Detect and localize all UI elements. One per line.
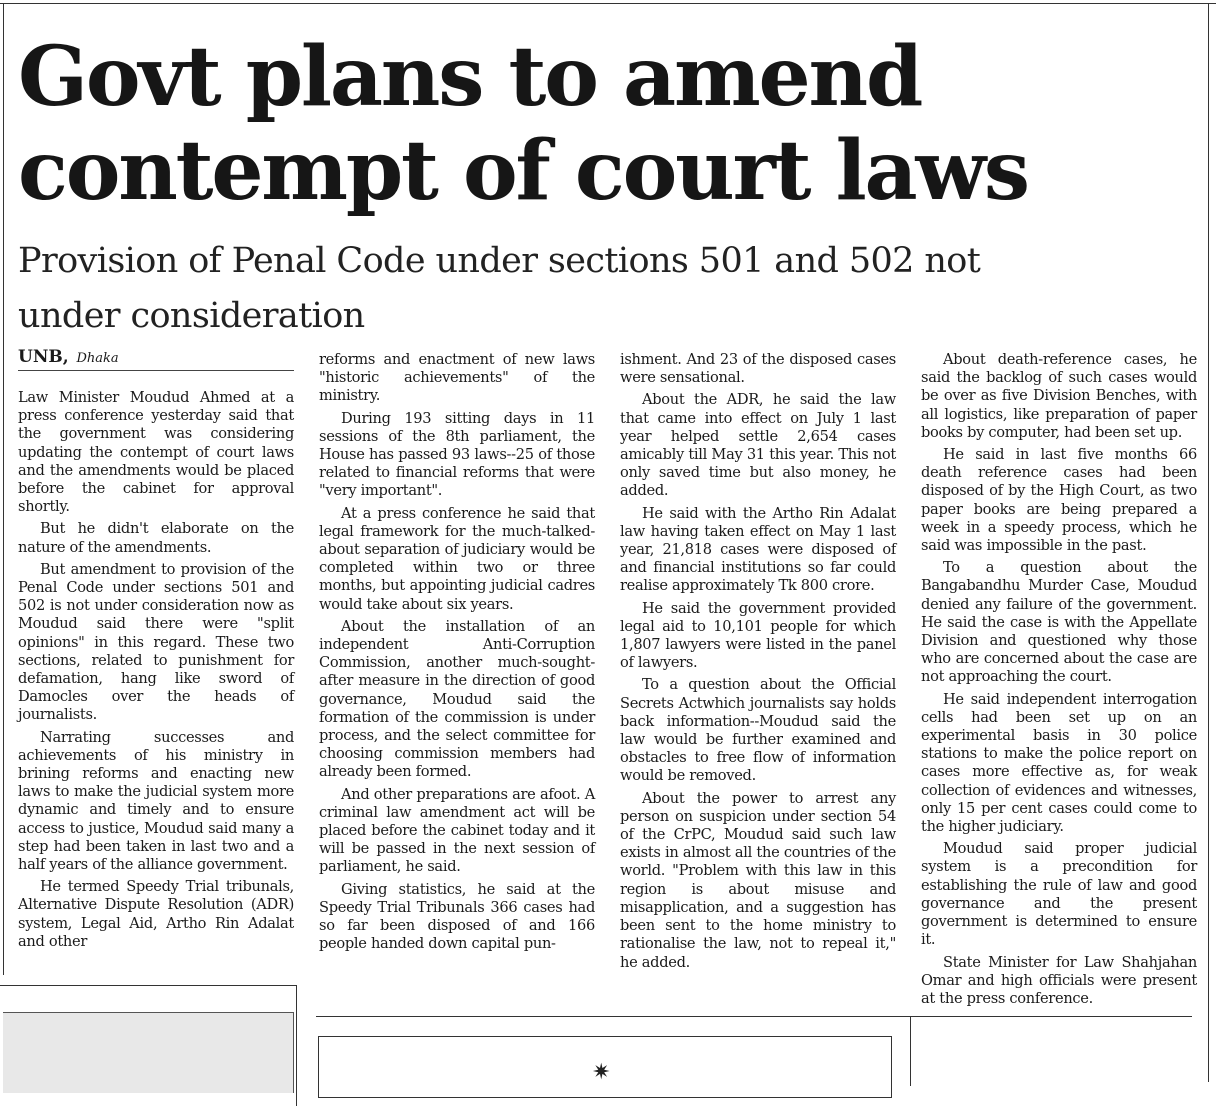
page-frame-top bbox=[0, 3, 1216, 4]
article-column-3 bbox=[620, 351, 896, 976]
paragraph: To a question about the Bangabandhu Murder Case, Moudud denied any failure of the government. He said the case is with the Appellate Division and questioned why those who are concerned about the case are not approaching the court. bbox=[921, 559, 1197, 686]
article-column-1 bbox=[18, 389, 294, 955]
byline-agency: UNB, bbox=[18, 347, 69, 367]
starburst-icon: ✷ bbox=[592, 1060, 611, 1085]
paragraph: He said the government provided legal aid to 10,101 people for which 1,807 lawyers were listed in the panel of lawyers. bbox=[620, 599, 896, 672]
paragraph: State Minister for Law Shahjahan Omar and high officials were present at the press conference. bbox=[921, 953, 1197, 1007]
adjacent-divider bbox=[910, 1016, 911, 1086]
paragraph: reforms and enactment of new laws "historic achievements" of the ministry. bbox=[319, 351, 595, 405]
adjacent-section-rule bbox=[316, 1016, 1192, 1017]
paragraph: About the power to arrest any person on suspicion under section 54 of the CrPC, Moudud said such law exists in almost all the countries of the world. "Problem with this law in this region is about misuse and misapplication, and a suggestion has been sent to the home ministry to rationalise the law, not to repeal it," he added. bbox=[620, 789, 896, 971]
paragraph: ishment. And 23 of the disposed cases were sensational. bbox=[620, 351, 896, 387]
article-column-4 bbox=[921, 351, 1197, 1012]
paragraph: And other preparations are afoot. A criminal law amendment act will be placed before the cabinet today and it will be passed in the next session of parliament, he said. bbox=[319, 785, 595, 876]
paragraph: But he didn't elaborate on the nature of the amendments. bbox=[18, 520, 294, 556]
paragraph: Moudud said proper judicial system is a precondition for establishing the rule of law and good governance and the present government is determined to ensure it. bbox=[921, 840, 1197, 949]
paragraph: He said in last five months 66 death reference cases had been disposed of by the High Court, as two paper books are being prepared a week in a speedy process, which he said was impossible in the past. bbox=[921, 446, 1197, 555]
byline-place: Dhaka bbox=[76, 351, 119, 366]
headline: Govt plans to amend contempt of court laws bbox=[18, 29, 1028, 219]
page-frame-right bbox=[1208, 3, 1209, 1082]
paragraph: Narrating successes and achievements of his ministry in brining reforms and enacting new laws to make the judicial system more dynamic and timely and to ensure access to justice, Moudud said many a step had been taken in last two and a half years of the alliance government. bbox=[18, 728, 294, 874]
article-column-2 bbox=[319, 351, 595, 958]
adjacent-shaded-panel bbox=[3, 1012, 294, 1093]
paragraph: About death-reference cases, he said the backlog of such cases would be over as five Division Benches, with all logistics, like preparation of paper books by computer, had been set up. bbox=[921, 351, 1197, 441]
paragraph: About the installation of an independent Anti-Corruption Commission, another much-sought-after measure in the direction of good governance, Moudud said the formation of the commission is under process, and the select committee for choosing commission members had already been formed. bbox=[319, 617, 595, 781]
paragraph: During 193 sitting days in 11 sessions of the 8th parliament, the House has passed 93 laws--25 of those related to financial reforms that were "very important". bbox=[319, 409, 595, 500]
paragraph: But amendment to provision of the Penal Code under sections 501 and 502 is not under consideration now as Moudud said there were "split opinions" in this regard. These two sections, related to punishment for defamation, hang like sword of Damocles over the heads of journalists. bbox=[18, 560, 294, 724]
paragraph: About the ADR, he said the law that came into effect on July 1 last year helped settle 2,654 cases amicably till May 31 this year. This not only saved time but also money, he added. bbox=[620, 391, 896, 500]
paragraph: He said independent interrogation cells had been set up on an experimental basis in 30 police stations to make the police report on cases more effective as, for weak collection of evidences and witnesses, only 15 per cent cases could come to the higher judiciary. bbox=[921, 690, 1197, 836]
paragraph: He said with the Artho Rin Adalat law having taken effect on May 1 last year, 21,818 cases were disposed of and financial institutions so far could realise approximately Tk 800 crore. bbox=[620, 504, 896, 595]
subheadline: Provision of Penal Code under sections 501 and 502 not under consideration bbox=[18, 241, 981, 336]
byline-rule bbox=[18, 370, 294, 371]
byline bbox=[18, 348, 294, 368]
paragraph: Law Minister Moudud Ahmed at a press conference yesterday said that the government was considering updating the contempt of court laws and the amendments would be placed before the cabinet for approval shortly. bbox=[18, 389, 294, 516]
paragraph: He termed Speedy Trial tribunals, Alternative Dispute Resolution (ADR) system, Legal Aid, Artho Rin Adalat and other bbox=[18, 878, 294, 950]
paragraph: To a question about the Official Secrets Actwhich journalists say holds back information--Moudud said the law would be further examined and obstacles to free flow of information would be removed. bbox=[620, 676, 896, 785]
page-frame-left bbox=[3, 3, 4, 975]
paragraph: Giving statistics, he said at the Speedy Trial Tribunals 366 cases had so far been disposed of and 166 people handed down capital pun- bbox=[319, 880, 595, 953]
paragraph: At a press conference he said that legal framework for the much-talked-about separation of judiciary would be completed within two or three months, but appointing judicial cadres would take about six years. bbox=[319, 504, 595, 613]
